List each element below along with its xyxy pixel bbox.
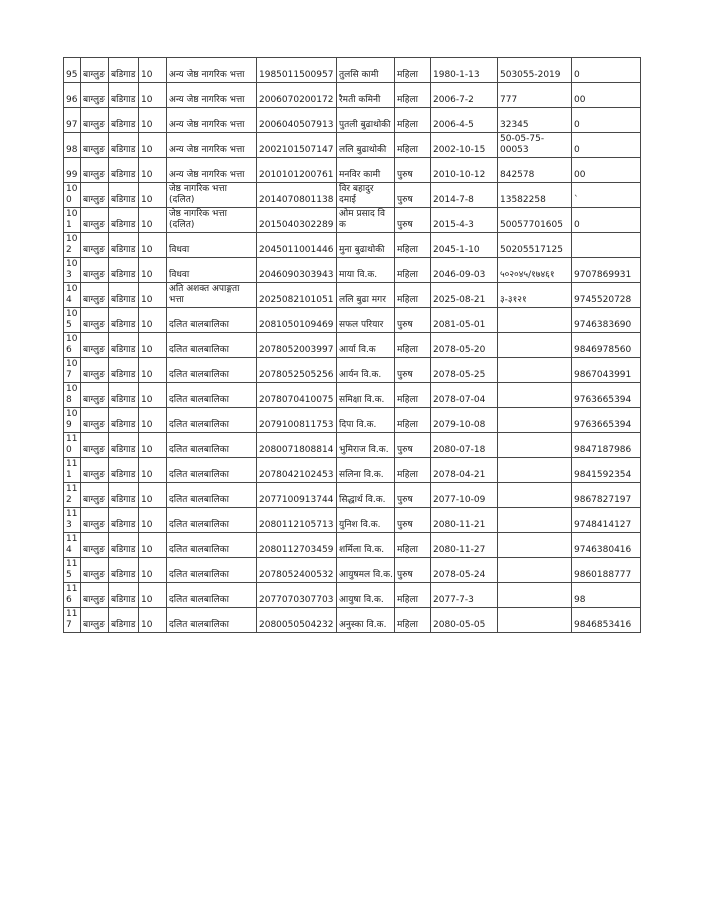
cell-district: बाग्लुङ xyxy=(81,233,109,258)
cell-sn: 111 xyxy=(64,458,81,483)
cell-id_no: 2045011001446 xyxy=(257,233,337,258)
cell-id_no: 2081050109469 xyxy=(257,308,337,333)
table-row xyxy=(64,558,641,583)
cell-allowance_type: अति अशक्त अपाङ्गता भत्ता xyxy=(167,283,257,308)
cell-name: सफल परियार xyxy=(337,308,395,333)
cell-doc_no xyxy=(498,383,572,408)
cell-doc_no xyxy=(498,308,572,333)
table-row xyxy=(64,233,641,258)
cell-district: बाग्लुङ xyxy=(81,433,109,458)
cell-ward: 10 xyxy=(139,58,167,83)
cell-doc_no: 50-05-75-00053 xyxy=(498,133,572,158)
table-row xyxy=(64,208,641,233)
cell-id_no: 2077070307703 xyxy=(257,583,337,608)
cell-name: आयुषा वि.क. xyxy=(337,583,395,608)
cell-gender: महिला xyxy=(395,258,431,283)
cell-phone: 9707869931 xyxy=(572,258,641,283)
table-row xyxy=(64,533,641,558)
cell-allowance_type: दलित बालबालिका xyxy=(167,558,257,583)
cell-allowance_type: अन्य जेष्ठ नागरिक भत्ता xyxy=(167,58,257,83)
cell-district: बाग्लुङ xyxy=(81,283,109,308)
cell-id_no: 2078042102453 xyxy=(257,458,337,483)
cell-gender: महिला xyxy=(395,333,431,358)
cell-phone: 00 xyxy=(572,83,641,108)
cell-id_no: 2080071808814 xyxy=(257,433,337,458)
cell-district: बाग्लुङ xyxy=(81,308,109,333)
cell-date: 2078-05-20 xyxy=(431,333,498,358)
cell-allowance_type: जेष्ठ नागरिक भत्ता (दलित) xyxy=(167,183,257,208)
cell-date: 2080-11-27 xyxy=(431,533,498,558)
table-row xyxy=(64,383,641,408)
cell-name: ओम प्रसाद वि क xyxy=(337,208,395,233)
cell-sn: 98 xyxy=(64,133,81,158)
cell-sn: 105 xyxy=(64,308,81,333)
cell-sn: 104 xyxy=(64,283,81,308)
cell-ward: 10 xyxy=(139,533,167,558)
cell-ward: 10 xyxy=(139,108,167,133)
cell-date: 2078-04-21 xyxy=(431,458,498,483)
cell-name: ललि बुढा मगर xyxy=(337,283,395,308)
cell-district: बाग्लुङ xyxy=(81,183,109,208)
cell-sn: 102 xyxy=(64,233,81,258)
cell-doc_no xyxy=(498,408,572,433)
cell-district: बाग्लुङ xyxy=(81,583,109,608)
cell-phone: 0 xyxy=(572,208,641,233)
cell-allowance_type: दलित बालबालिका xyxy=(167,458,257,483)
cell-allowance_type: दलित बालबालिका xyxy=(167,508,257,533)
table-row xyxy=(64,608,641,633)
cell-phone: 9867827197 xyxy=(572,483,641,508)
cell-gender: पुरुष xyxy=(395,208,431,233)
table-row xyxy=(64,483,641,508)
cell-district: बाग्लुङ xyxy=(81,133,109,158)
cell-sn: 100 xyxy=(64,183,81,208)
cell-municipality: बडिगाड xyxy=(109,558,139,583)
cell-gender: पुरुष xyxy=(395,158,431,183)
cell-gender: पुरुष xyxy=(395,358,431,383)
cell-phone: 9748414127 xyxy=(572,508,641,533)
cell-sn: 113 xyxy=(64,508,81,533)
cell-phone: 9763665394 xyxy=(572,383,641,408)
cell-doc_no: ३-३१२१ xyxy=(498,283,572,308)
cell-doc_no xyxy=(498,433,572,458)
cell-district: बाग्लुङ xyxy=(81,408,109,433)
cell-phone: 9867043991 xyxy=(572,358,641,383)
cell-name: रैमती कमिनी xyxy=(337,83,395,108)
cell-phone: 9860188777 xyxy=(572,558,641,583)
cell-municipality: बडिगाड xyxy=(109,533,139,558)
cell-sn: 114 xyxy=(64,533,81,558)
cell-doc_no xyxy=(498,458,572,483)
cell-phone: 9746380416 xyxy=(572,533,641,558)
cell-gender: महिला xyxy=(395,133,431,158)
cell-date: 2015-4-3 xyxy=(431,208,498,233)
cell-district: बाग्लुङ xyxy=(81,358,109,383)
cell-ward: 10 xyxy=(139,158,167,183)
cell-gender: महिला xyxy=(395,233,431,258)
cell-date: 2079-10-08 xyxy=(431,408,498,433)
cell-gender: महिला xyxy=(395,608,431,633)
cell-allowance_type: अन्य जेष्ठ नागरिक भत्ता xyxy=(167,108,257,133)
cell-phone: 0 xyxy=(572,108,641,133)
cell-municipality: बडिगाड xyxy=(109,83,139,108)
cell-id_no: 2078052400532 xyxy=(257,558,337,583)
cell-gender: महिला xyxy=(395,383,431,408)
cell-municipality: बडिगाड xyxy=(109,308,139,333)
cell-doc_no: 503055-2019 xyxy=(498,58,572,83)
cell-municipality: बडिगाड xyxy=(109,583,139,608)
cell-allowance_type: अन्य जेष्ठ नागरिक भत्ता xyxy=(167,158,257,183)
table-row xyxy=(64,58,641,83)
cell-allowance_type: दलित बालबालिका xyxy=(167,533,257,558)
cell-ward: 10 xyxy=(139,383,167,408)
cell-municipality: बडिगाड xyxy=(109,483,139,508)
cell-gender: महिला xyxy=(395,83,431,108)
cell-name: आर्यन वि.क. xyxy=(337,358,395,383)
cell-ward: 10 xyxy=(139,133,167,158)
cell-municipality: बडिगाड xyxy=(109,383,139,408)
cell-phone: 9847187986 xyxy=(572,433,641,458)
cell-name: दिपा वि.क. xyxy=(337,408,395,433)
cell-id_no: 2078070410075 xyxy=(257,383,337,408)
cell-id_no: 2080112703459 xyxy=(257,533,337,558)
table-row xyxy=(64,283,641,308)
cell-ward: 10 xyxy=(139,258,167,283)
cell-name: समिक्षा वि.क. xyxy=(337,383,395,408)
cell-municipality: बडिगाड xyxy=(109,158,139,183)
cell-gender: महिला xyxy=(395,283,431,308)
cell-municipality: बडिगाड xyxy=(109,508,139,533)
table-body xyxy=(64,58,641,633)
cell-municipality: बडिगाड xyxy=(109,358,139,383)
table-row xyxy=(64,83,641,108)
cell-allowance_type: दलित बालबालिका xyxy=(167,333,257,358)
cell-allowance_type: दलित बालबालिका xyxy=(167,483,257,508)
cell-id_no: 2002101507147 xyxy=(257,133,337,158)
cell-date: 2045-1-10 xyxy=(431,233,498,258)
cell-id_no: 2006040507913 xyxy=(257,108,337,133)
cell-name: सलिना वि.क. xyxy=(337,458,395,483)
cell-name: मनविर कामी xyxy=(337,158,395,183)
cell-ward: 10 xyxy=(139,233,167,258)
table-row xyxy=(64,458,641,483)
cell-gender: महिला xyxy=(395,583,431,608)
cell-district: बाग्लुङ xyxy=(81,208,109,233)
cell-sn: 97 xyxy=(64,108,81,133)
cell-date: 2025-08-21 xyxy=(431,283,498,308)
cell-allowance_type: दलित बालबालिका xyxy=(167,583,257,608)
cell-date: 2006-4-5 xyxy=(431,108,498,133)
cell-id_no: 2080112105713 xyxy=(257,508,337,533)
cell-sn: 106 xyxy=(64,333,81,358)
cell-allowance_type: दलित बालबालिका xyxy=(167,433,257,458)
cell-id_no: 2006070200172 xyxy=(257,83,337,108)
cell-allowance_type: विधवा xyxy=(167,258,257,283)
cell-id_no: 1985011500957 xyxy=(257,58,337,83)
cell-municipality: बडिगाड xyxy=(109,233,139,258)
cell-doc_no xyxy=(498,558,572,583)
cell-municipality: बडिगाड xyxy=(109,283,139,308)
cell-ward: 10 xyxy=(139,308,167,333)
cell-sn: 117 xyxy=(64,608,81,633)
cell-ward: 10 xyxy=(139,358,167,383)
cell-doc_no xyxy=(498,483,572,508)
cell-municipality: बडिगाड xyxy=(109,408,139,433)
cell-allowance_type: अन्य जेष्ठ नागरिक भत्ता xyxy=(167,133,257,158)
cell-ward: 10 xyxy=(139,433,167,458)
cell-allowance_type: दलित बालबालिका xyxy=(167,383,257,408)
table-row xyxy=(64,583,641,608)
cell-date: 2006-7-2 xyxy=(431,83,498,108)
cell-doc_no xyxy=(498,533,572,558)
cell-ward: 10 xyxy=(139,408,167,433)
cell-sn: 110 xyxy=(64,433,81,458)
cell-id_no: 2078052003997 xyxy=(257,333,337,358)
cell-name: आर्या वि.क xyxy=(337,333,395,358)
table-row xyxy=(64,358,641,383)
cell-municipality: बडिगाड xyxy=(109,458,139,483)
cell-ward: 10 xyxy=(139,83,167,108)
cell-gender: पुरुष xyxy=(395,308,431,333)
cell-sn: 96 xyxy=(64,83,81,108)
cell-sn: 101 xyxy=(64,208,81,233)
cell-sn: 107 xyxy=(64,358,81,383)
cell-ward: 10 xyxy=(139,333,167,358)
cell-gender: महिला xyxy=(395,458,431,483)
cell-allowance_type: दलित बालबालिका xyxy=(167,358,257,383)
cell-gender: पुरुष xyxy=(395,433,431,458)
cell-municipality: बडिगाड xyxy=(109,208,139,233)
cell-gender: पुरुष xyxy=(395,483,431,508)
cell-allowance_type: दलित बालबालिका xyxy=(167,308,257,333)
table-row xyxy=(64,408,641,433)
cell-id_no: 2078052505256 xyxy=(257,358,337,383)
cell-municipality: बडिगाड xyxy=(109,133,139,158)
cell-district: बाग्लुङ xyxy=(81,58,109,83)
cell-municipality: बडिगाड xyxy=(109,608,139,633)
cell-ward: 10 xyxy=(139,458,167,483)
cell-phone xyxy=(572,233,641,258)
cell-allowance_type: अन्य जेष्ठ नागरिक भत्ता xyxy=(167,83,257,108)
cell-phone: 9746383690 xyxy=(572,308,641,333)
cell-doc_no xyxy=(498,608,572,633)
cell-date: 2077-7-3 xyxy=(431,583,498,608)
cell-doc_no xyxy=(498,333,572,358)
cell-name: आयुषमल वि.क. xyxy=(337,558,395,583)
cell-allowance_type: दलित बालबालिका xyxy=(167,608,257,633)
cell-ward: 10 xyxy=(139,508,167,533)
cell-sn: 103 xyxy=(64,258,81,283)
cell-ward: 10 xyxy=(139,483,167,508)
cell-municipality: बडिगाड xyxy=(109,258,139,283)
cell-date: 2081-05-01 xyxy=(431,308,498,333)
cell-gender: पुरुष xyxy=(395,183,431,208)
cell-ward: 10 xyxy=(139,283,167,308)
cell-ward: 10 xyxy=(139,608,167,633)
cell-id_no: 2077100913744 xyxy=(257,483,337,508)
cell-doc_no: 32345 xyxy=(498,108,572,133)
cell-ward: 10 xyxy=(139,183,167,208)
cell-municipality: बडिगाड xyxy=(109,108,139,133)
cell-name: युनिश वि.क. xyxy=(337,508,395,533)
table-row xyxy=(64,308,641,333)
cell-id_no: 2010101200761 xyxy=(257,158,337,183)
cell-district: बाग्लुङ xyxy=(81,608,109,633)
cell-allowance_type: दलित बालबालिका xyxy=(167,408,257,433)
cell-district: बाग्लुङ xyxy=(81,508,109,533)
cell-id_no: 2080050504232 xyxy=(257,608,337,633)
cell-district: बाग्लुङ xyxy=(81,83,109,108)
cell-name: माया वि.क. xyxy=(337,258,395,283)
cell-name: शर्मिला वि.क. xyxy=(337,533,395,558)
cell-sn: 109 xyxy=(64,408,81,433)
cell-municipality: बडिगाड xyxy=(109,433,139,458)
cell-sn: 108 xyxy=(64,383,81,408)
cell-doc_no: 50057701605 xyxy=(498,208,572,233)
cell-gender: महिला xyxy=(395,408,431,433)
table-row xyxy=(64,433,641,458)
cell-phone: 9745520728 xyxy=(572,283,641,308)
cell-ward: 10 xyxy=(139,558,167,583)
beneficiary-table xyxy=(63,57,641,633)
cell-gender: महिला xyxy=(395,108,431,133)
cell-allowance_type: जेष्ठ नागरिक भत्ता (दलित) xyxy=(167,208,257,233)
cell-doc_no: 13582258 xyxy=(498,183,572,208)
cell-district: बाग्लुङ xyxy=(81,158,109,183)
cell-phone: 9763665394 xyxy=(572,408,641,433)
table-row xyxy=(64,108,641,133)
table-row xyxy=(64,158,641,183)
cell-phone: 0 xyxy=(572,133,641,158)
cell-district: बाग्लुङ xyxy=(81,483,109,508)
table-row xyxy=(64,258,641,283)
cell-date: 2080-07-18 xyxy=(431,433,498,458)
cell-date: 1980-1-13 xyxy=(431,58,498,83)
cell-name: तुलसि कामी xyxy=(337,58,395,83)
table-row xyxy=(64,183,641,208)
cell-sn: 115 xyxy=(64,558,81,583)
cell-name: पुतली बुढाथोकी xyxy=(337,108,395,133)
cell-municipality: बडिगाड xyxy=(109,58,139,83)
cell-doc_no xyxy=(498,583,572,608)
cell-phone: 00 xyxy=(572,158,641,183)
cell-date: 2010-10-12 xyxy=(431,158,498,183)
cell-date: 2078-05-24 xyxy=(431,558,498,583)
cell-id_no: 2025082101051 xyxy=(257,283,337,308)
cell-municipality: बडिगाड xyxy=(109,183,139,208)
cell-doc_no xyxy=(498,508,572,533)
cell-date: 2080-11-21 xyxy=(431,508,498,533)
cell-district: बाग्लुङ xyxy=(81,458,109,483)
cell-sn: 99 xyxy=(64,158,81,183)
cell-sn: 112 xyxy=(64,483,81,508)
table-row xyxy=(64,508,641,533)
cell-gender: महिला xyxy=(395,58,431,83)
cell-municipality: बडिगाड xyxy=(109,333,139,358)
cell-phone: ` xyxy=(572,183,641,208)
cell-date: 2014-7-8 xyxy=(431,183,498,208)
cell-name: विर बहादुर दमाई xyxy=(337,183,395,208)
cell-id_no: 2079100811753 xyxy=(257,408,337,433)
cell-date: 2046-09-03 xyxy=(431,258,498,283)
cell-gender: पुरुष xyxy=(395,508,431,533)
cell-phone: 98 xyxy=(572,583,641,608)
cell-doc_no: 842578 xyxy=(498,158,572,183)
cell-district: बाग्लुङ xyxy=(81,333,109,358)
cell-name: भुमिराज वि.क. xyxy=(337,433,395,458)
cell-phone: 0 xyxy=(572,58,641,83)
cell-sn: 95 xyxy=(64,58,81,83)
table-row xyxy=(64,133,641,158)
cell-district: बाग्लुङ xyxy=(81,258,109,283)
cell-doc_no: ५०२०४५/१७४६१ xyxy=(498,258,572,283)
cell-ward: 10 xyxy=(139,208,167,233)
cell-id_no: 2046090303943 xyxy=(257,258,337,283)
cell-name: मुना बुढाथोकी xyxy=(337,233,395,258)
cell-phone: 9846978560 xyxy=(572,333,641,358)
cell-ward: 10 xyxy=(139,583,167,608)
cell-doc_no xyxy=(498,358,572,383)
cell-phone: 9841592354 xyxy=(572,458,641,483)
cell-id_no: 2015040302289 xyxy=(257,208,337,233)
cell-date: 2080-05-05 xyxy=(431,608,498,633)
cell-allowance_type: विधवा xyxy=(167,233,257,258)
cell-district: बाग्लुङ xyxy=(81,558,109,583)
table-row xyxy=(64,333,641,358)
cell-doc_no: 50205517125 xyxy=(498,233,572,258)
cell-gender: महिला xyxy=(395,533,431,558)
cell-id_no: 2014070801138 xyxy=(257,183,337,208)
cell-phone: 9846853416 xyxy=(572,608,641,633)
cell-sn: 116 xyxy=(64,583,81,608)
cell-date: 2078-05-25 xyxy=(431,358,498,383)
cell-district: बाग्लुङ xyxy=(81,383,109,408)
cell-district: बाग्लुङ xyxy=(81,108,109,133)
cell-gender: पुरुष xyxy=(395,558,431,583)
cell-date: 2077-10-09 xyxy=(431,483,498,508)
cell-name: ललि बुढाथोकी xyxy=(337,133,395,158)
cell-date: 2078-07-04 xyxy=(431,383,498,408)
cell-doc_no: 777 xyxy=(498,83,572,108)
cell-district: बाग्लुङ xyxy=(81,533,109,558)
cell-name: अनुस्का वि.क. xyxy=(337,608,395,633)
cell-name: सिद्धार्थ वि.क. xyxy=(337,483,395,508)
cell-date: 2002-10-15 xyxy=(431,133,498,158)
